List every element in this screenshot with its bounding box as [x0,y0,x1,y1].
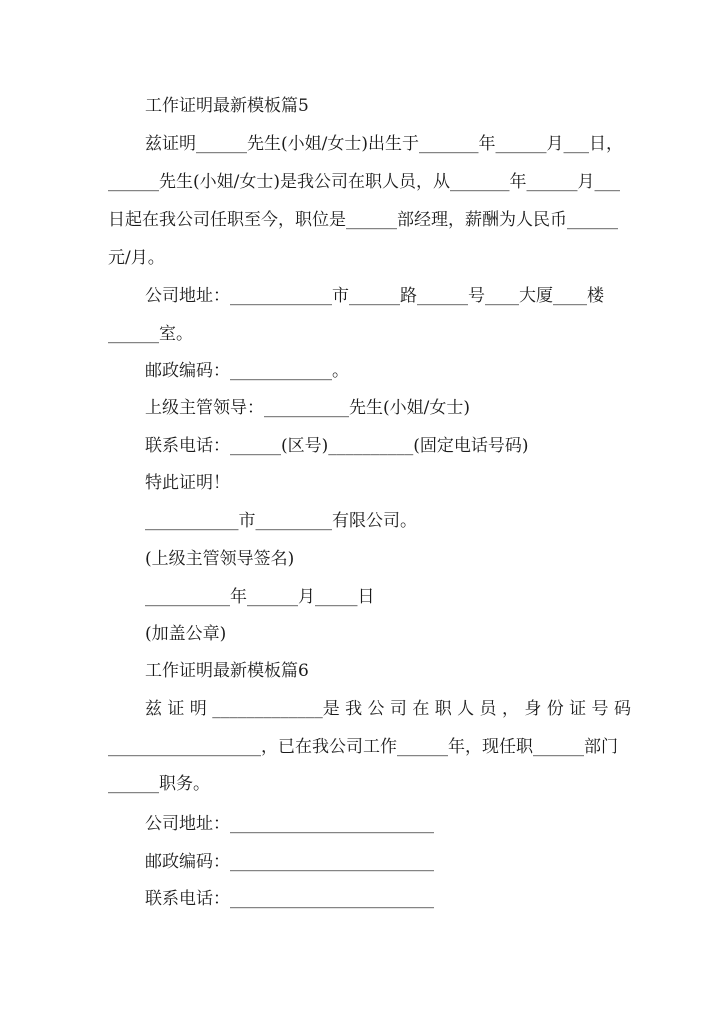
section5-certify: 特此证明！ [145,473,230,493]
section6-address: 公司地址：________________________ [145,814,434,834]
section5-heading: 工作证明最新模板篇5 [145,96,309,116]
section5-address-line1: 公司地址：____________市______路______号____大厦____楼 [145,286,604,306]
section5-signature: (上级主管领导签名) [145,549,295,569]
section5-date: __________年______月_____日 [145,587,375,607]
section6-postcode: 邮政编码：________________________ [145,852,434,872]
section5-stamp: (加盖公章) [145,624,227,644]
section5-para1-line2: ______先生(小姐/女士)是我公司在职人员，从_______年______月___ [108,172,620,192]
section6-para1-line3: ______职务。 [108,774,210,794]
section5-para1-line3: 日起在我公司任职至今，职位是______部经理，薪酬为人民币______ [108,210,618,230]
section5-company: ___________市_________有限公司。 [145,511,417,531]
section6-heading: 工作证明最新模板篇6 [145,661,309,681]
section5-phone: 联系电话：______(区号)__________(固定电话号码) [145,436,529,456]
section6-para1-line1: 兹 证 明 _____________是 我 公 司 在 职 人 员 ， 身 份 证 号 码 [145,699,631,719]
section5-para1-line4: 元/月。 [108,248,165,268]
section5-supervisor: 上级主管领导：__________先生(小姐/女士) [145,398,470,418]
section5-para1-line1: 兹证明______先生(小姐/女士)出生于_______年______月___日， [145,134,623,154]
section6-phone: 联系电话：________________________ [145,889,434,909]
section5-address-line2: ______室。 [108,324,193,344]
section5-postcode: 邮政编码：____________。 [145,361,349,381]
section6-para1-line2: __________________，已在我公司工作______年，现任职______部门 [108,737,618,757]
